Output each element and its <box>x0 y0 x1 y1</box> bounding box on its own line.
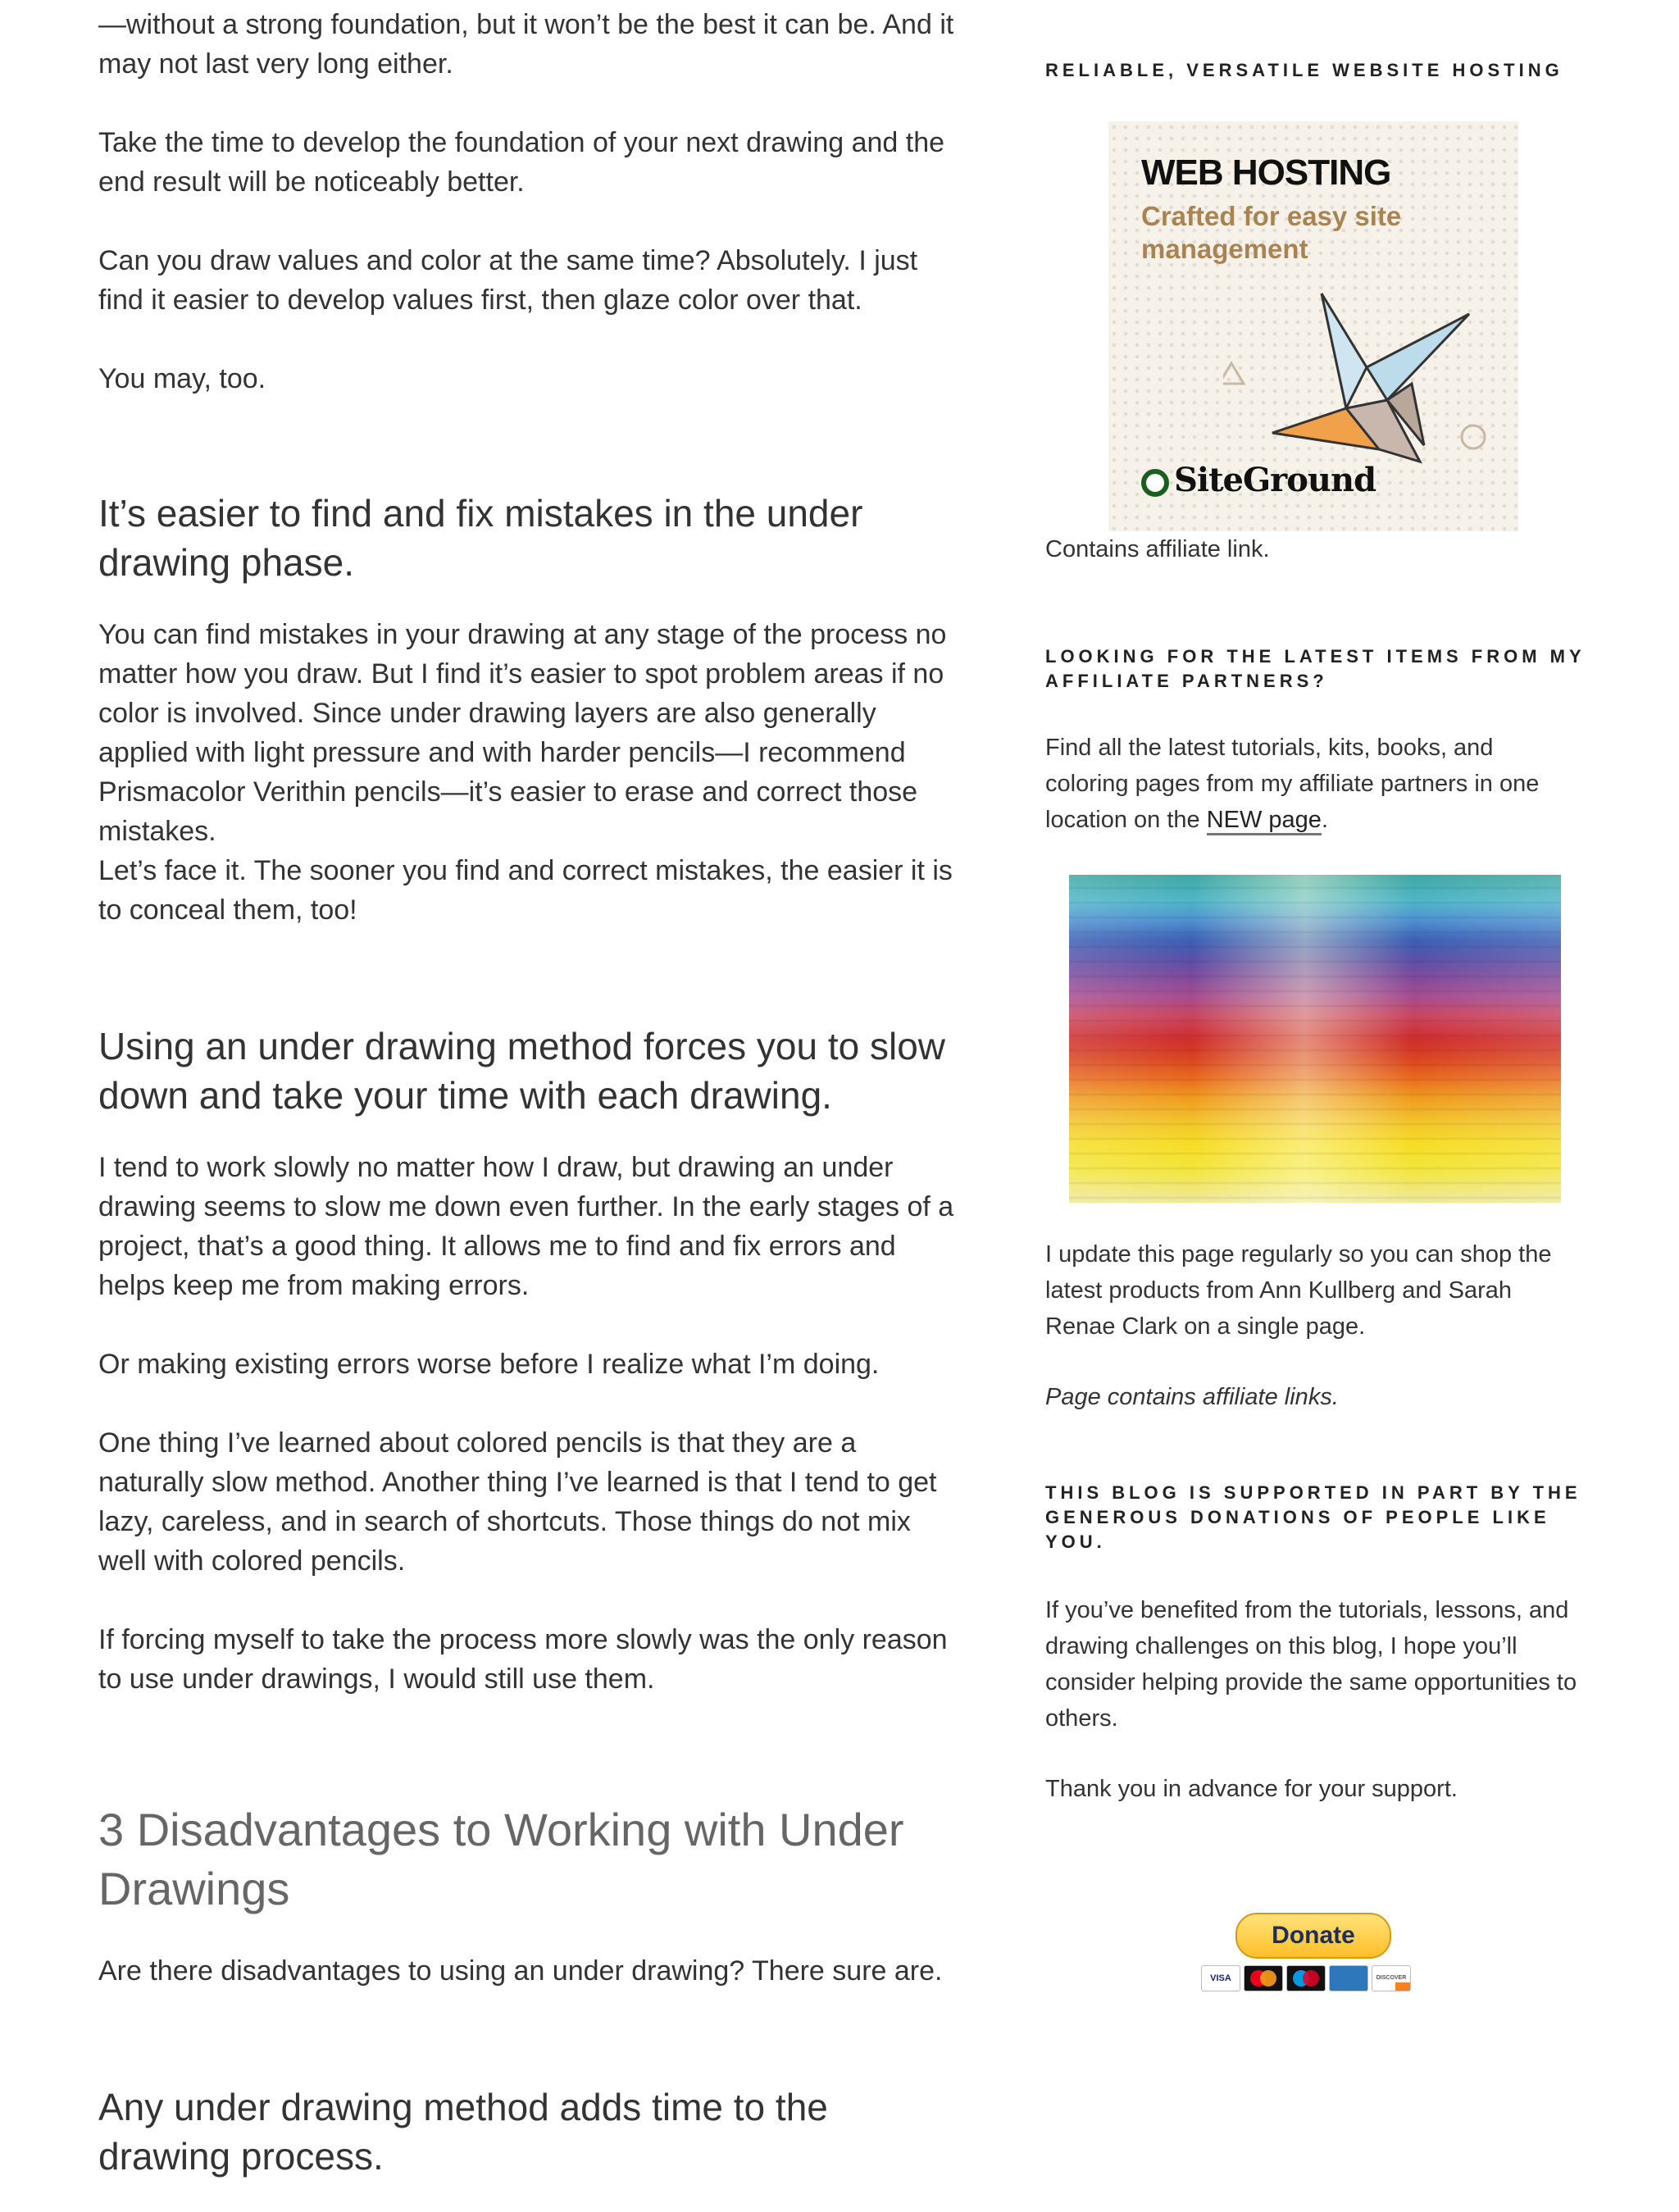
payment-cards <box>1201 1965 1411 1993</box>
section-heading: 3 Disadvantages to Working with Under Drawings <box>98 1804 904 1914</box>
paragraph: I tend to work slowly no matter how I draw, but drawing an under drawing seems to slow me down even further. In the early stages of a project, that’s a good thing. It allows me to find and fix errors and helps keep me from making errors. <box>98 1152 954 1301</box>
paragraph: Can you draw values and color at the same time? Absolutely. I just find it easier to develop values first, then glaze color over that. <box>98 245 918 316</box>
affiliates-text-part: Find all the latest tutorials, kits, books, and coloring pages from my affiliate partners in one location on the <box>1045 735 1540 833</box>
hosting-ad-banner[interactable] <box>1108 121 1518 531</box>
origami-crane-icon <box>1223 277 1502 474</box>
maestro-card-icon <box>1286 1965 1326 1991</box>
colored-pencils-image[interactable] <box>1069 875 1561 1203</box>
paragraph: You may, too. <box>98 363 266 394</box>
new-page-link[interactable]: NEW page <box>1207 807 1322 835</box>
discover-card-label: DISCOVER <box>1376 1975 1407 1981</box>
affiliate-caption: Contains affiliate link. <box>1045 536 1270 562</box>
siteground-logo <box>1141 461 1376 499</box>
ad-title: WEB HOSTING <box>1141 152 1391 193</box>
affiliates-note: Page contains affiliate links. <box>1045 1384 1339 1410</box>
paragraph: Are there disadvantages to using an under drawing? There sure are. <box>98 1955 943 1987</box>
donate-button[interactable]: Donate <box>1235 1913 1391 1959</box>
affiliates-text <box>1045 730 1578 838</box>
paragraph: —without a strong foundation, but it won’t be the best it can be. And it may not last very long either. <box>98 9 954 80</box>
widget-title-support: THIS BLOG IS SUPPORTED IN PART BY THE GENEROUS DONATIONS OF PEOPLE LIKE YOU. <box>1045 1482 1581 1552</box>
section-heading: It’s easier to find and fix mistakes in the under drawing phase. <box>98 492 863 584</box>
paragraph: Take the time to develop the foundation of your next drawing and the end result will be noticeably better. <box>98 127 945 198</box>
brand-name: SiteGround <box>1174 461 1376 499</box>
widget-title-affiliates: LOOKING FOR THE LATEST ITEMS FROM MY AFFILIATE PARTNERS? <box>1045 646 1586 691</box>
mastercard-icon <box>1244 1965 1283 1991</box>
siteground-logo-icon <box>1141 469 1169 497</box>
section-heading: Using an under drawing method forces you to slow down and take your time with each drawing. <box>98 1025 946 1117</box>
widget-title-hosting: RELIABLE, VERSATILE WEBSITE HOSTING <box>1045 60 1563 80</box>
support-thanks: Thank you in advance for your support. <box>1045 1776 1458 1802</box>
image-pencil-lines <box>1069 875 1561 1203</box>
paragraph: Let’s face it. The sooner you find and correct mistakes, the easier it is to conceal them, too! <box>98 855 953 926</box>
affiliates-update-text: I update this page regularly so you can shop the latest products from Ann Kullberg and Sarah Renae Clark on a single page. <box>1045 1241 1552 1340</box>
affiliates-text-part: . <box>1321 807 1328 833</box>
paragraph: If forcing myself to take the process more slowly was the only reason to use under drawings, I would still use them. <box>98 1624 948 1695</box>
paragraph: One thing I’ve learned about colored pencils is that they are a naturally slow method. Another thing I’ve learned is that I tend to get lazy, careless, and in search of shortcuts. Those things do not mix well with colored pencils. <box>98 1427 937 1577</box>
support-text: If you’ve benefited from the tutorials, lessons, and drawing challenges on this blog, I hope you’ll consider helping provide the same opportunities to others. <box>1045 1597 1577 1732</box>
paragraph: Or making existing errors worse before I realize what I’m doing. <box>98 1349 880 1380</box>
visa-card-icon: VISA <box>1201 1965 1240 1991</box>
amex-card-icon <box>1329 1965 1368 1991</box>
section-heading: Any under drawing method adds time to the drawing process. <box>98 2086 828 2178</box>
paragraph: You can find mistakes in your drawing at any stage of the process no matter how you draw. But I find it’s easier to spot problem areas if no color is involved. Since under drawing layers are also generally applied with light pressure and with harder pencils—I recommend Prismacolor Verithin pencils—it’s easier to erase and correct those mistakes. <box>98 619 947 847</box>
discover-card-icon <box>1372 1965 1411 1991</box>
ad-subtitle: Crafted for easy site management <box>1141 201 1402 264</box>
